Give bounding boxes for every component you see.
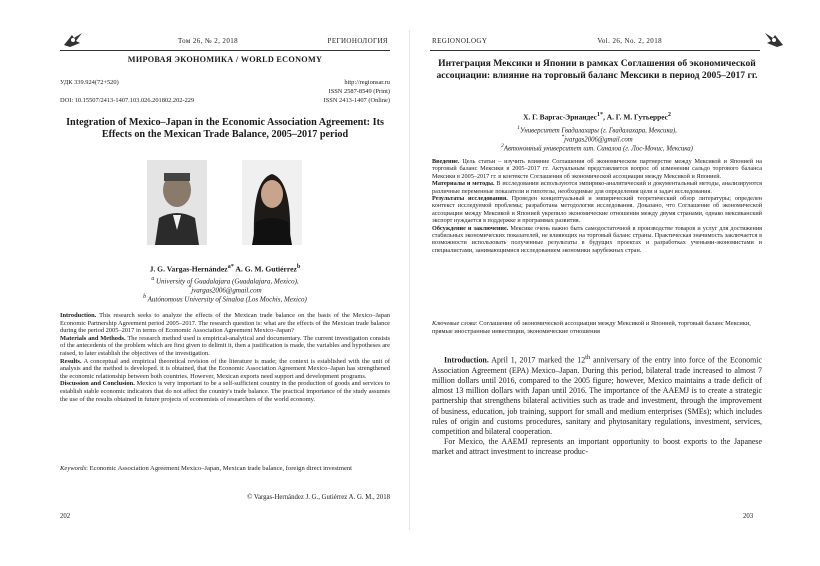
abstract-introduction: Introduction. This research seeks to analyze the effects of the Mexican trade balance on the basis of the Mexico–Japan Economic Partnership Agreement period 2005–2017. The research question is: what are the effects of the Mexican trade balance during the period 2005–2017 in terms of Economic Association Agreement Mexico–Japan? [60, 312, 390, 335]
article-title-en: Integration of Mexico–Japan in the Economic Association Agreement: Its Effects on the Mexican Trade Balance, 2005–2017 period [66, 117, 384, 140]
author-2-portrait-icon [242, 160, 302, 245]
header-volume: Том 26, № 2, 2018 [178, 37, 239, 45]
header-rule [60, 50, 390, 51]
meta-row-3 [60, 97, 390, 104]
header-journal: РЕГИОНОЛОГИЯ [327, 37, 388, 45]
copyright: © Vargas-Hernández J. G., Gutiérrez A. G. M., 2018 [247, 494, 390, 501]
doi[interactable]: DOI: 10.15507/2413-1407.103.026.201802.202-229 [60, 97, 195, 104]
author-photo-2 [242, 160, 302, 245]
abstract-ru-introduction: Введение. Цель статьи – изучить влияние Соглашения об экономическом партнерстве между Мексикой и Японией на торговый баланс Мексики в 2005–2017 гг. Актуальным представляется вопрос об изменении сальдо торгового баланса Мексики в 2005–2017 гг. в контексте Соглашения об экономической ассоциации между Мексикой и Японией. [432, 158, 762, 180]
authors-ru: Х. Г. Варгас-Эрнандес$^{1*}$, А. Г. М. Гутьеррес$^2$ [523, 112, 671, 122]
author-email-ru[interactable]: *jvargas2006@gmail.com [561, 134, 633, 144]
journal-url[interactable]: http://regionsar.ru [344, 79, 390, 86]
abstract-results: Results. A conceptual and empirical theoretical revision of the literature is made; the context is established with the unit of analysis and the method is developed. it is obtained, that the Economic Association Agreement Mexico–Japan has strengthened the economic relationship between both countries. However, Mexican exports need support and development programs. [60, 357, 390, 380]
author-1-portrait-icon [147, 160, 207, 245]
header-journal-en: REGIONOLOGY [432, 37, 488, 45]
affiliation-1: $^1$Университет Гвадалахары (г. Гвадалахара, Мексика), [517, 125, 677, 135]
abstract-ru-methods: Материалы и методы. В исследовании используются эмпирико-аналитический и документальный методы, анализируются различные переменные показатели и гипотезы, необходимые для определения цели и задач исследования. [432, 180, 762, 195]
abstract-methods: Materials and Methods. The research method used is empirical-analytical and documentary. The current investigation consists of the antecedents of the problem which are first given to delimit it, then a justification is made, the variables and hypotheses are raised, to later establish the objectives of the investigation. [60, 334, 390, 357]
body-paragraph-2: For Mexico, the AAEMJ represents an important opportunity to boost exports to the Japanese market and attract investment to increase produc- [432, 437, 762, 457]
header-volume-en: Vol. 26, No. 2, 2018 [597, 37, 662, 45]
meta-row-1 [60, 79, 390, 86]
body-paragraph-1: Introduction. April 1, 2017 marked the 12th anniversary of the entry into force of the Economic Association Agreement (EPA) Mexico–Japan. During this period, bilateral trade increased to almost 7 million dollars until 2016, compared to the 2005 figure; however, Mexico maintains a trade deficit of almost 13 million dollars with Japan until 2016. The importance of the AAEMJ is to create a strategic partnership that strengthens bilateral activities such as trade and investment, through the improvement of business, education, job training, support for small and medium enterprises (SMEs); which includes rules of origin and customs procedures, sanitary and phytosanitary regulations, investment, services, competition and bilateral cooperation. [432, 354, 762, 437]
issn-print: ISSN 2587-8549 (Print) [328, 88, 390, 95]
running-header-right [432, 37, 662, 45]
abstract-ru-discussion: Обсуждение и заключение. Мексике очень важно быть самодостаточной в производстве товаров и услуг для достижения стабильных экономических показателей, не влияющих на торговый баланс страны. Практическая значимость заключается в возможности использовать полученные результаты в будущих проектах и разработках учеными-экономистами и специалистами, занимающимися исследованием экономики зарубежных стран. [432, 224, 762, 254]
meta-row-2 [60, 88, 390, 95]
author-email[interactable]: *jvargas2006@gmail.com [188, 285, 262, 295]
author-photo-1 [147, 160, 207, 245]
abstract-discussion: Discussion and Conclusion. Mexico is very important to be a self-sufficient country in the production of goods and services to establish stable economic indicators that do not affect the country's trade balance. The practical importance of the study assumes the use of the results obtained in future projects of economists of researchers of the world economy. [60, 380, 390, 403]
section-title: МИРОВАЯ ЭКОНОМИКА / WORLD ECONOMY [127, 55, 323, 64]
journal-logo-icon [763, 31, 785, 49]
keywords-ru: Ключевые слова: Соглашение об экономической ассоциации между Мексикой и Японией, торговый баланс Мексики, прямые иностранные инвестиции, экономические отношения [432, 320, 751, 335]
header-rule-right [430, 50, 760, 51]
affiliation-b: $^b$ Autónomous University of Sinaloa (Los Mochis, Mexico) [143, 294, 307, 304]
issn-online: ISSN 2413-1407 (Online) [323, 97, 390, 104]
article-title-ru: Интеграция Мексики и Японии в рамках Соглашения об экономической ассоциации: влияние на торговый баланс Мексики в период 2005–2017 гг. [436, 58, 758, 81]
right-page [410, 0, 820, 566]
affiliation-2: $^2$Автономный университет шт. Синалоа (г. Лос-Мочис, Мексика) [501, 143, 693, 153]
abstract-en [60, 312, 390, 403]
abstract-ru [432, 158, 762, 254]
journal-logo-icon [62, 31, 84, 49]
affiliation-a: $^a$ University of Guadalajara (Guadalajara, Mexico), [151, 276, 299, 286]
page-number-left: 202 [60, 513, 71, 520]
page-number-right: 203 [743, 513, 754, 520]
abstract-ru-results: Результаты исследования. Проведен концептуальный и эмпирический теоретический обзор литературы; определен контекст исследуемой проблемы; разработана методология исследования. Доказано, что Соглашение об экономической ассоциации между Мексикой и Японией укрепило экономические отношения между двумя странами, однако мексиканский экспорт нуждается в поддержке и программах развития. [432, 195, 762, 225]
udk-code: УДК 339.924(72+520) [60, 79, 119, 86]
keywords-en: Keywords: Economic Association Agreement Mexico–Japan, Mexican trade balance, foreign direct investment [60, 465, 352, 472]
authors-en: J. G. Vargas-Hernández$^{a*}$ A. G. M. Gutiérrez$^b$ [149, 263, 301, 274]
article-body [432, 353, 762, 458]
running-header [178, 37, 388, 45]
